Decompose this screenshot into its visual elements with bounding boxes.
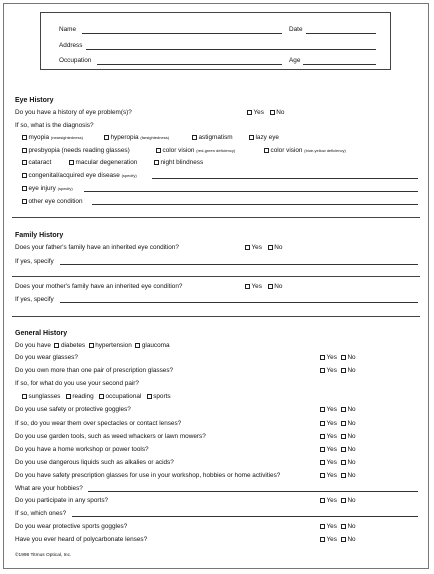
q-workshop: Do you have a home workshop or power tools? (15, 446, 149, 453)
eye-injury-specify-field[interactable] (84, 191, 418, 192)
sports-no-checkbox[interactable] (341, 498, 346, 503)
glasses-yes-checkbox[interactable] (320, 355, 325, 360)
other-condition-checkbox[interactable] (22, 199, 27, 204)
q-father-family: Does your father's family have an inherited eye condition? (15, 244, 179, 251)
safety-no-checkbox[interactable] (341, 407, 346, 412)
pairs-no-checkbox[interactable] (341, 368, 346, 373)
opt-astigmatism: astigmatism (192, 134, 233, 141)
opt-presbyopia: presbyopia (needs reading glasses) (22, 147, 130, 154)
q-garden-tools: Do you use garden tools, such as weed whackers or lawn mowers? (15, 433, 206, 440)
macular-degeneration-checkbox[interactable] (69, 160, 74, 165)
second-pair-options: sunglasses reading occupational sports (22, 393, 171, 400)
father-specify-field[interactable] (60, 264, 418, 265)
safety-yes-checkbox[interactable] (320, 407, 325, 412)
general-history-heading: General History (15, 330, 68, 337)
mother-specify-field[interactable] (60, 302, 418, 303)
opt-lazy-eye: lazy eye (249, 134, 279, 141)
mother-no-checkbox[interactable] (268, 284, 273, 289)
liquids-yes-checkbox[interactable] (320, 460, 325, 465)
glasses-yes-no: Yes No (320, 354, 356, 361)
rx-safety-no-checkbox[interactable] (341, 473, 346, 478)
name-label: Name (59, 26, 77, 33)
address-field[interactable] (86, 49, 376, 50)
opt-congenital: congenital/acquired eye disease (specify) (22, 172, 137, 179)
opt-myopia: myopia (nearsightedness) (22, 134, 83, 141)
eye-problems-yes-checkbox[interactable] (247, 110, 252, 115)
opt-macular: macular degeneration (69, 159, 137, 166)
other-condition-field[interactable] (92, 204, 418, 205)
astigmatism-checkbox[interactable] (192, 135, 197, 140)
q-polycarbonate: Have you ever heard of polycarbonate lenses? (15, 536, 148, 543)
congenital-specify-field[interactable] (152, 178, 418, 179)
sport-goggles-yes-no: Yes No (320, 523, 356, 530)
over-yes-no: Yes No (320, 420, 356, 427)
q-safety-goggles: Do you use safety or protective goggles? (15, 406, 131, 413)
occupation-field[interactable] (97, 64, 282, 65)
glaucoma-checkbox[interactable] (135, 343, 140, 348)
rx-safety-yes-no: Yes No (320, 472, 356, 479)
father-yes-checkbox[interactable] (245, 245, 250, 250)
divider (12, 276, 420, 277)
address-label: Address (59, 42, 83, 49)
q-over-spectacles: If so, do you wear them over spectacles or contact lenses? (15, 420, 182, 427)
age-label: Age (289, 57, 301, 64)
poly-yes-checkbox[interactable] (320, 537, 325, 542)
q-which-sports: If so, which ones? (15, 510, 67, 517)
opt-eye-injury: eye injury (specify) (22, 185, 73, 192)
reading-checkbox[interactable] (66, 394, 71, 399)
safety-yes-no: Yes No (320, 406, 356, 413)
q-glasses: Do you wear glasses? (15, 354, 78, 361)
cataract-checkbox[interactable] (22, 160, 27, 165)
liquids-yes-no: Yes No (320, 459, 356, 466)
occupational-checkbox[interactable] (99, 394, 104, 399)
rx-safety-yes-checkbox[interactable] (320, 473, 325, 478)
opt-night-blindness: night blindness (154, 159, 203, 166)
eye-problems-yes-no: Yes No (247, 109, 284, 116)
occupation-label: Occupation (59, 57, 92, 64)
family-history-heading: Family History (15, 232, 64, 239)
q-hobbies: What are your hobbies? (15, 485, 83, 492)
presbyopia-checkbox[interactable] (22, 148, 27, 153)
workshop-yes-no: Yes No (320, 446, 356, 453)
glasses-no-checkbox[interactable] (341, 355, 346, 360)
night-blindness-checkbox[interactable] (154, 160, 159, 165)
age-field[interactable] (303, 64, 376, 65)
q-sports-goggles: Do you wear protective sports goggles? (15, 523, 128, 530)
father-specify-label: If yes, specify (15, 258, 54, 265)
opt-other-condition: other eye condition (22, 198, 83, 205)
opt-color-vision-rg: color vision (red-green deficiency) (156, 147, 235, 154)
color-vision-by-checkbox[interactable] (264, 148, 269, 153)
garden-yes-no: Yes No (320, 433, 356, 440)
sport-goggles-yes-checkbox[interactable] (320, 524, 325, 529)
divider (12, 316, 420, 317)
q-dangerous-liquids: Do you use dangerous liquids such as alkalies or acids? (15, 459, 174, 466)
q-sports: Do you participate in any sports? (15, 497, 109, 504)
pairs-yes-no: Yes No (320, 367, 356, 374)
q-mother-family: Does your mother's family have an inherited eye condition? (15, 283, 183, 290)
name-field[interactable] (82, 33, 282, 34)
hypertension-checkbox[interactable] (89, 343, 94, 348)
date-field[interactable] (306, 33, 376, 34)
divider (12, 217, 420, 218)
sports-yes-checkbox[interactable] (320, 498, 325, 503)
lazy-eye-checkbox[interactable] (249, 135, 254, 140)
liquids-no-checkbox[interactable] (341, 460, 346, 465)
hyperopia-checkbox[interactable] (104, 135, 109, 140)
diabetes-checkbox[interactable] (54, 343, 59, 348)
poly-no-checkbox[interactable] (341, 537, 346, 542)
eye-problems-no-checkbox[interactable] (270, 110, 275, 115)
sunglasses-checkbox[interactable] (22, 394, 27, 399)
opt-color-vision-by: color vision (blue-yellow deficiency) (264, 147, 346, 154)
myopia-checkbox[interactable] (22, 135, 27, 140)
sports-yes-no: Yes No (320, 497, 356, 504)
workshop-yes-checkbox[interactable] (320, 447, 325, 452)
father-yes-no: Yes No (245, 244, 282, 251)
workshop-no-checkbox[interactable] (341, 447, 346, 452)
q-eye-problems: Do you have a history of eye problem(s)? (15, 109, 132, 116)
father-no-checkbox[interactable] (268, 245, 273, 250)
q-conditions: Do you have diabetes hypertension glaucoma (15, 342, 170, 349)
which-sports-field[interactable] (72, 516, 418, 517)
mother-yes-no: Yes No (245, 283, 282, 290)
mother-specify-label: If yes, specify (15, 296, 54, 303)
eye-history-heading: Eye History (15, 97, 54, 104)
sport-goggles-no-checkbox[interactable] (341, 524, 346, 529)
q-multiple-pairs: Do you own more than one pair of prescription glasses? (15, 367, 174, 374)
color-vision-rg-checkbox[interactable] (156, 148, 161, 153)
hobbies-field[interactable] (88, 491, 418, 492)
garden-yes-checkbox[interactable] (320, 434, 325, 439)
opt-cataract: cataract (22, 159, 51, 166)
opt-hyperopia: hyperopia (farsightedness) (104, 134, 169, 141)
garden-no-checkbox[interactable] (341, 434, 346, 439)
pairs-yes-checkbox[interactable] (320, 368, 325, 373)
eye-injury-checkbox[interactable] (22, 186, 27, 191)
mother-yes-checkbox[interactable] (245, 284, 250, 289)
congenital-checkbox[interactable] (22, 173, 27, 178)
date-label: Date (289, 26, 303, 33)
q-rx-safety-glasses: Do you have safety prescription glasses for use in your workshop, hobbies or home activities? (15, 472, 281, 479)
over-no-checkbox[interactable] (341, 421, 346, 426)
over-yes-checkbox[interactable] (320, 421, 325, 426)
q-diagnosis: If so, what is the diagnosis? (15, 122, 94, 129)
personal-info-box (40, 12, 391, 70)
q-second-pair: If so, for what do you use your second pair? (15, 380, 139, 387)
poly-yes-no: Yes No (320, 536, 356, 543)
copyright: ©1998 Titmus Optical, Inc. (15, 553, 72, 558)
sports-checkbox[interactable] (147, 394, 152, 399)
